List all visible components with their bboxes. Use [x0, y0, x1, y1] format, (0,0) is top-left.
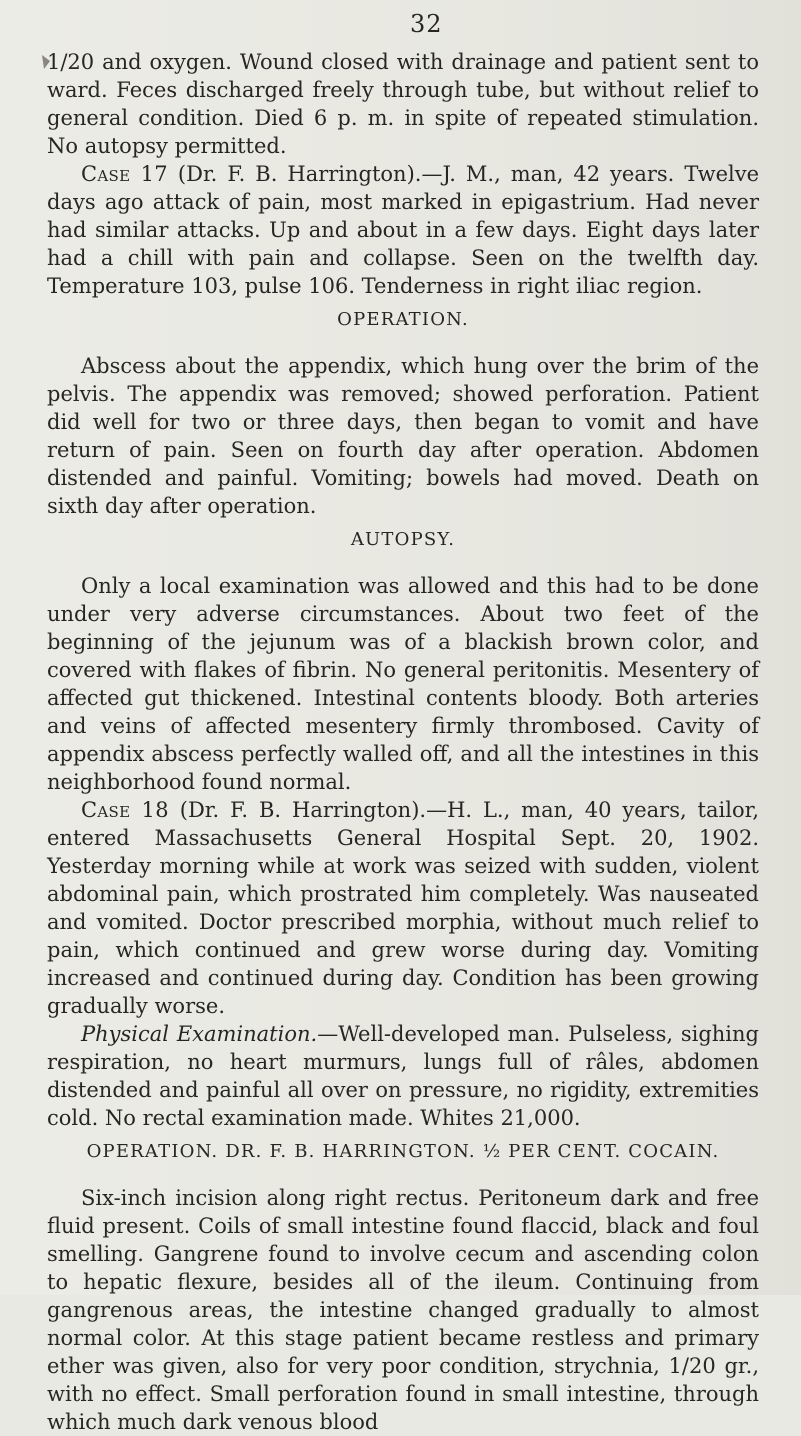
- physical-examination-text: —Well-developed man. Pulseless, sighing respiration, no heart murmurs, lungs full of râles, abdomen distended and painful all over on pressure, no rigidity, extremities cold. No rectal examination made. Whites 21,000.: [47, 1022, 759, 1130]
- paragraph-wound-closed: 1/20 and oxygen. Wound closed with drainage and patient sent to ward. Feces discharged freely through tube, but without relief to general condition. Died 6 p. m. in spite of repeated stimulation. No autopsy permitted.: [47, 50, 759, 158]
- physical-examination-label: Physical Examination.: [81, 1022, 318, 1046]
- paragraph-physical-examination: [47, 1020, 759, 1132]
- paragraph-local-examination: Only a local examination was allowed and this had to be done under very adverse circumstances. About two feet of the beginning of the jejunum was of a blackish brown color, and covered with flakes of fibrin. No general peritonitis. Mesentery of affected gut thickened. Intestinal contents bloody. Both arteries and veins of affected mesentery firmly thrombosed. Cavity of appendix abscess perfectly walled off, and all the intestines in this neighborhood found normal.: [47, 574, 759, 794]
- case-18-text: (Dr. F. B. Harrington).—H. L., man, 40 years, tailor, entered Massachusetts General Hospital Sept. 20, 1902. Yesterday morning while at work was seized with sudden, violent abdominal pain, which prostrated him completely. Was nauseated and vomited. Doctor prescribed morphia, without much relief to pain, which continued and grew worse during day. Vomiting increased and continued during day. Condition has been growing gradually worse.: [47, 798, 759, 1018]
- heading-operation-harrington: OPERATION. DR. F. B. HARRINGTON. ½ PER CENT. COCAIN.: [86, 1141, 720, 1162]
- paragraph-case-17: [47, 160, 759, 300]
- page-number: 32: [410, 10, 443, 38]
- heading-operation: OPERATION.: [337, 309, 469, 330]
- document-body: [47, 48, 759, 1436]
- paragraph-six-inch-incision: Six-inch incision along right rectus. Peritoneum dark and free fluid present. Coils of small intestine found flaccid, black and foul smelling. Gangrene found to involve cecum and ascending colon to hepatic flexure, besides all of the ileum. Continuing from gangrenous areas, the intestine changed gradually to almost normal color. At this stage patient became restless and primary ether was given, also for very poor condition, strychnia, 1/20 gr., with no effect. Small perforation found in small intestine, through which much dark venous blood: [47, 1186, 759, 1434]
- case-17-text: (Dr. F. B. Harrington).—J. M., man, 42 years. Twelve days ago attack of pain, most marked in epigastrium. Had never had similar attacks. Up and about in a few days. Eight days later had a chill with pain and collapse. Seen on the twelfth day. Temperature 103, pulse 106. Tenderness in right iliac region.: [47, 162, 760, 298]
- case-18-label: Case 18: [81, 798, 169, 822]
- case-17-label: Case 17: [81, 162, 168, 186]
- heading-autopsy: AUTOPSY.: [350, 529, 456, 550]
- paragraph-abscess: Abscess about the appendix, which hung over the brim of the pelvis. The appendix was removed; showed perforation. Patient did well for two or three days, then began to vomit and have return of pain. Seen on fourth day after operation. Abdomen distended and painful. Vomiting; bowels had moved. Death on sixth day after operation.: [47, 354, 759, 518]
- paragraph-case-18: [47, 796, 759, 1020]
